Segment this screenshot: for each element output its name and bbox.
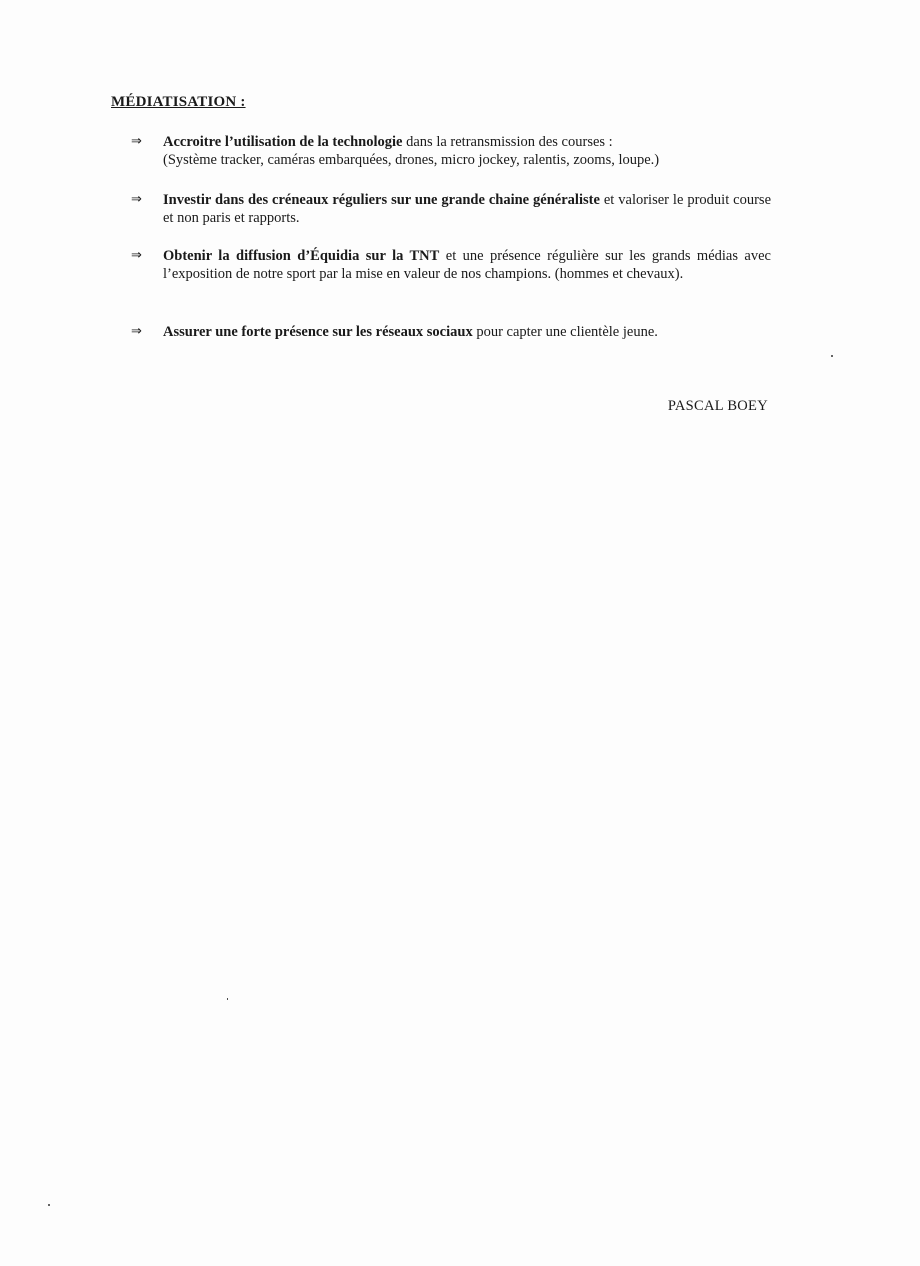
list-item-rest: dans la retransmission des courses :	[402, 134, 613, 150]
signature: PASCAL BOEY	[667, 398, 768, 414]
list-item-bold: Assurer une forte présence sur les réseaux sociaux	[163, 324, 473, 340]
list-item-line2: (Système tracker, caméras embarquées, drones, micro jockey, ralentis, zooms, loupe.)	[163, 152, 660, 168]
list-item-rest: et valoriser le produit course et non paris et rapports.	[163, 192, 772, 226]
scan-speck	[831, 355, 833, 357]
list-item-bold: Investir dans des créneaux réguliers sur une grande chaine généraliste	[163, 192, 600, 208]
scan-speck	[48, 1204, 50, 1206]
list-item-rest: pour capter une clientèle jeune.	[472, 324, 658, 340]
list-item	[131, 247, 771, 283]
arrow-icon: ⇒	[131, 324, 142, 339]
arrow-icon: ⇒	[131, 192, 142, 207]
list-item	[131, 323, 771, 341]
arrow-icon: ⇒	[131, 134, 142, 149]
list-item-text	[163, 323, 771, 341]
list-item	[131, 133, 771, 169]
list-item-text	[163, 133, 771, 169]
list-item-rest: et une présence régulière sur les grands médias avec l’exposition de notre sport par la mise en valeur de nos champions. (hommes et chevaux).	[163, 248, 771, 282]
list-item	[131, 191, 771, 227]
list-item-text	[163, 247, 771, 283]
scan-speck	[227, 998, 228, 1000]
arrow-icon: ⇒	[131, 248, 142, 263]
section-heading: MÉDIATISATION :	[111, 94, 246, 110]
list-item-bold: Obtenir la diffusion d’Équidia sur la TNT	[163, 248, 440, 264]
list-item-bold: Accroitre l’utilisation de la technologie	[163, 134, 403, 150]
list-item-text	[163, 191, 771, 227]
